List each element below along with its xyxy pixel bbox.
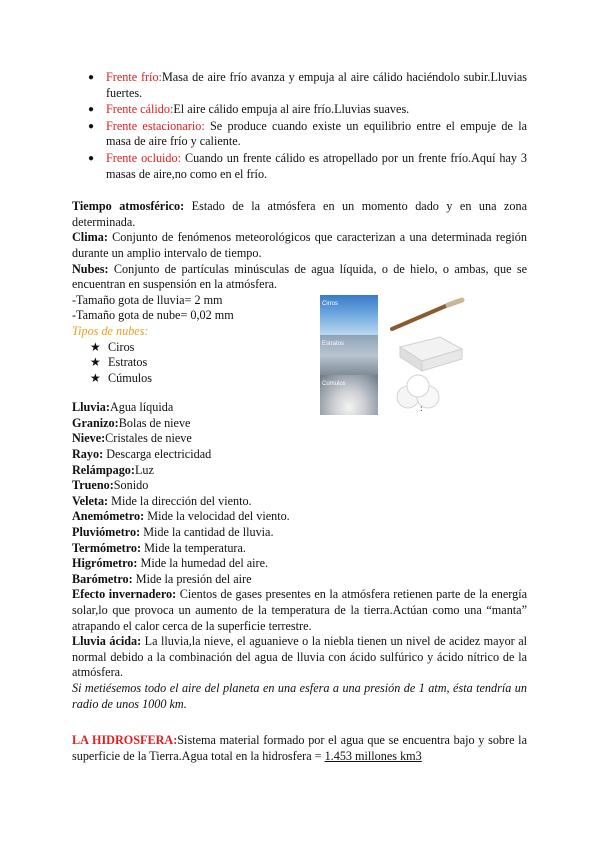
definition: Tiempo atmosférico: Estado de la atmósfera en un momento dado y en una zona determinada. bbox=[72, 199, 527, 229]
definition: Efecto invernadero: Cientos de gases presentes en la atmósfera retienen parte de la energía solar,lo que provoca un aumento de la temperatura de la tierra.Actúan como una “manta” atrapando el calor cerca de la superficie terrestre. bbox=[72, 587, 527, 633]
list-item: ★ Cúmulos bbox=[90, 370, 153, 385]
list-item: ★ Ciros bbox=[90, 339, 135, 354]
cloud-types-title: Tipos de nubes: bbox=[72, 323, 149, 338]
stratus-photo: Estratos bbox=[320, 335, 378, 375]
bullet-icon: ● bbox=[88, 72, 95, 83]
list-item: ● Frente frío:Masa de aire frío avanza y empuja al aire cálido haciéndolo subir.Lluvias fuertes. bbox=[88, 70, 527, 100]
bullet-icon: ● bbox=[88, 104, 95, 116]
star-icon: ★ bbox=[90, 339, 101, 354]
definition: Veleta: Mide la dirección del viento. bbox=[72, 493, 252, 508]
cirrus-photo: Cirros bbox=[320, 295, 378, 335]
cloud-types-figure bbox=[320, 295, 532, 415]
definition: Barómetro: Mide la presión del aire bbox=[72, 571, 252, 586]
bullet-icon: ● bbox=[88, 120, 95, 132]
definition: Clima: Conjunto de fenómenos meteorológicos que caracterizan a una determinada región durante un amplio intervalo de tiempo. bbox=[72, 230, 527, 260]
list-item: ★ Estratos bbox=[90, 355, 148, 370]
definition: Granizo:Bolas de nieve bbox=[72, 415, 191, 430]
definition: Pluviómetro: Mide la cantidad de lluvia. bbox=[72, 525, 274, 540]
definition: Rayo: Descarga electricidad bbox=[72, 447, 212, 462]
document-page bbox=[72, 70, 527, 764]
definition: Trueno:Sonido bbox=[72, 478, 149, 493]
star-icon: ★ bbox=[90, 355, 101, 370]
italic-note: Si metiésemos todo el aire del planeta en una esfera a una presión de 1 atm, ésta tendría un radio de unos 1000 km. bbox=[72, 680, 527, 711]
definition: Termómetro: Mide la temperatura. bbox=[72, 540, 246, 555]
star-icon: ★ bbox=[90, 370, 101, 385]
definition: Anemómetro: Mide la velocidad del viento. bbox=[72, 509, 290, 524]
hidrosfera-paragraph: LA HIDROSFERA:Sistema material formado por el agua que se encuentra bajo y sobre la superficie de la Tierra.Agua total en la hidrosfera = 1.453 millones km3 bbox=[72, 733, 527, 763]
bullet-icon: ● bbox=[88, 152, 95, 164]
list-item: ● Frente ocluido: Cuando un frente cálido es atropellado por un frente frío.Aquí hay 3 masas de aire,no como en el frío. bbox=[88, 150, 528, 181]
definition: Higrómetro: Mide la humedad del aire. bbox=[72, 556, 269, 571]
figure-colon: : bbox=[420, 403, 423, 413]
cumulus-photo: Cúmulos bbox=[320, 375, 378, 415]
definition: Lluvia ácida: La lluvia,la nieve, el aguanieve o la niebla tienen un nivel de acidez mayor al normal debido a la combinación del agua de lluvia con ácido sulfúrico y ácido nítrico de la atmósfera. bbox=[72, 634, 528, 680]
definition: Lluvia:Agua líquida bbox=[72, 400, 174, 415]
drop-size: -Tamaño gota de nube= 0,02 mm bbox=[72, 308, 234, 323]
cotton-balls-icon bbox=[394, 373, 444, 411]
drop-size: -Tamaño gota de lluvia= 2 mm bbox=[72, 292, 223, 307]
list-item: ● Frente cálido:El aire cálido empuja al aire frío.Lluvias suaves. bbox=[88, 102, 410, 117]
definition: Relámpago:Luz bbox=[72, 462, 154, 477]
definition: Nieve:Cristales de nieve bbox=[72, 431, 192, 446]
fronts-list bbox=[72, 70, 527, 182]
definition: Nubes: Conjunto de partículas minúsculas de agua líquida, o de hielo, o ambas, que se encuentran en suspensión en la atmósfera. bbox=[72, 261, 527, 292]
brush-icon bbox=[388, 297, 466, 333]
tissue-box-icon bbox=[392, 331, 468, 375]
list-item: ● Frente estacionario: Se produce cuando existe un equilibrio entre el empuje de la masa de aire frío y caliente. bbox=[88, 118, 527, 149]
